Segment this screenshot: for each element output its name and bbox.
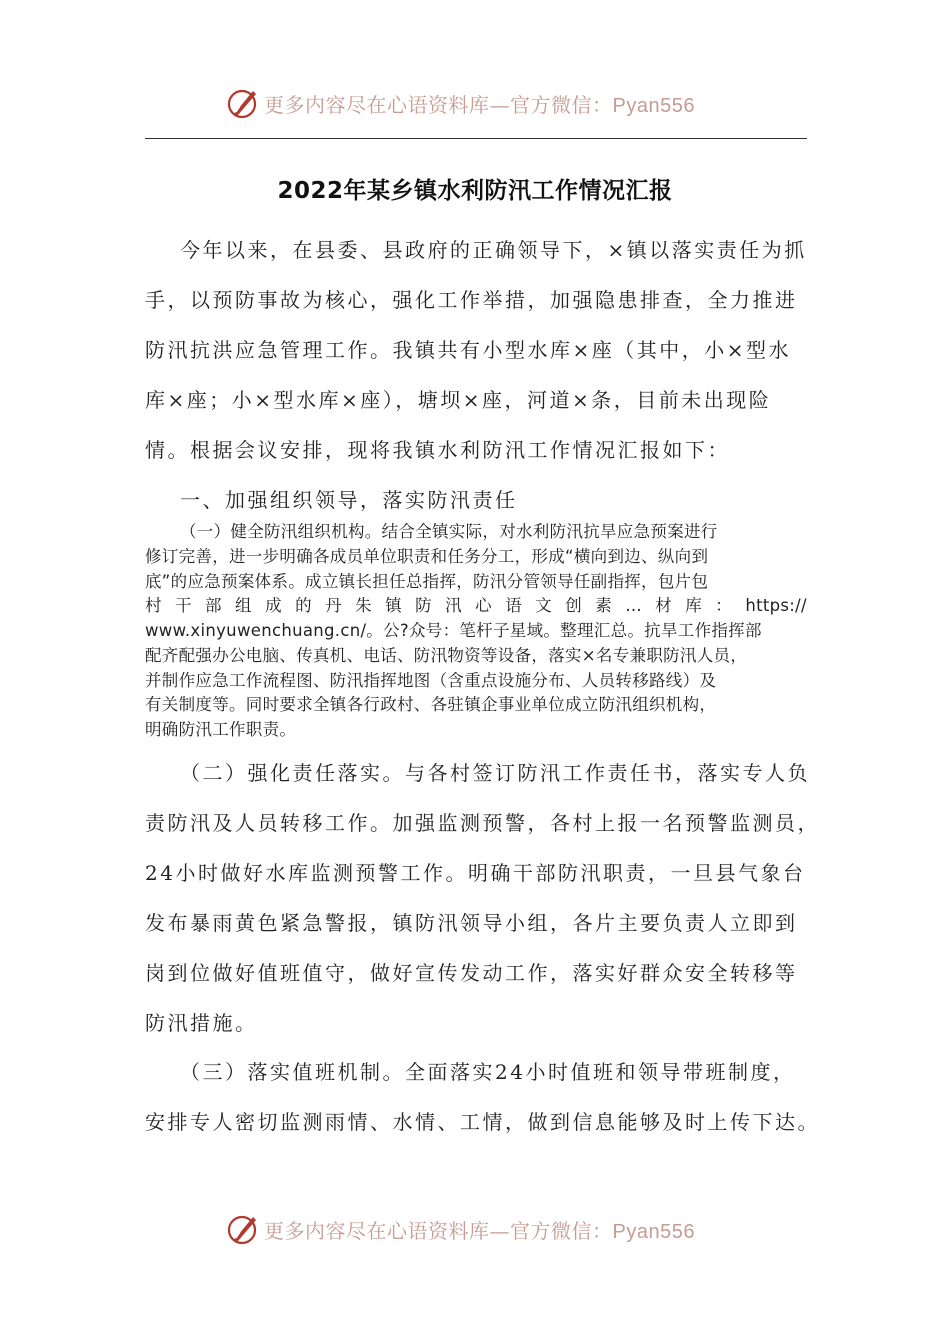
sub2-line: 防汛措施。 <box>145 1011 258 1035</box>
banner-wechat-id: Pyan556 <box>612 1221 695 1243</box>
sub1-line: 有关制度等。同时要求全镇各行政村、各驻镇企事业单位成立防汛组织机构， <box>145 695 717 714</box>
sub1-line: 修订完善，进一步明确各成员单位职责和任务分工，形成“横向到边、纵向到 <box>145 547 709 566</box>
sub2-line: 发布暴雨黄色紧急警报，镇防汛领导小组，各片主要负责人立即到 <box>145 911 798 935</box>
sub3-line: （三）落实值班机制。全面落实24小时值班和领导带班制度， <box>180 1060 796 1084</box>
quill-logo-icon <box>226 1212 260 1246</box>
banner-wechat-id: Pyan556 <box>612 95 695 117</box>
banner-text: 更多内容尽在心语资料库—官方微信：Pyan556 <box>264 1219 695 1243</box>
intro-line: 防汛抗洪应急管理工作。我镇共有小型水库×座（其中，小×型水 <box>145 338 792 362</box>
banner-text: 更多内容尽在心语资料库—官方微信：Pyan556 <box>264 93 695 117</box>
intro-line: 今年以来，在县委、县政府的正确领导下，×镇以落实责任为抓 <box>180 238 807 262</box>
sub1-line-justified: 村 干 部 组 成 的 丹 朱 镇 防 汛 心 语 文 创 素 … 材 库 ： https:// <box>145 594 807 619</box>
sub1-line: 底”的应急预案体系。成立镇长担任总指挥，防汛分管领导任副指挥，包片包 <box>145 572 709 591</box>
header-divider <box>145 138 807 139</box>
footer-banner <box>0 1210 950 1250</box>
sub2-line: （二）强化责任落实。与各村签订防汛工作责任书，落实专人负 <box>180 761 810 785</box>
header-banner <box>0 84 950 124</box>
sub2-line: 责防汛及人员转移工作。加强监测预警，各村上报一名预警监测员， <box>145 811 820 835</box>
sub1-line: 配齐配强办公电脑、传真机、电话、防汛物资等设备，落实×名专兼职防汛人员， <box>145 646 748 665</box>
sub1-line: 并制作应急工作流程图、防汛指挥地图（含重点设施分布、人员转移路线）及 <box>145 671 717 690</box>
sub1-line: 明确防汛工作职责。 <box>145 720 297 739</box>
section-heading: 一、加强组织领导，落实防汛责任 <box>180 488 518 512</box>
sub2-line: 岗到位做好值班值守，做好宣传发动工作，落实好群众安全转移等 <box>145 961 798 985</box>
quill-logo-icon <box>226 86 260 120</box>
sub1-line: （一）健全防汛组织机构。结合全镇实际，对水利防汛抗旱应急预案进行 <box>180 522 718 541</box>
sub3-line: 安排专人密切监测雨情、水情、工情，做到信息能够及时上传下达。 <box>145 1110 820 1134</box>
intro-line: 库×座；小×型水库×座），塘坝×座，河道×条，目前未出现险 <box>145 388 772 412</box>
document-title: 2022年某乡镇水利防汛工作情况汇报 <box>277 178 673 204</box>
intro-line: 情。根据会议安排，现将我镇水利防汛工作情况汇报如下： <box>145 438 730 462</box>
sub2-line: 24小时做好水库监测预警工作。明确干部防汛职责，一旦县气象台 <box>145 861 806 885</box>
intro-line: 手，以预防事故为核心，强化工作举措，加强隐患排查，全力推进 <box>145 288 798 312</box>
url-fragment: https:// <box>745 596 807 615</box>
sub1-line: www.xinyuwenchuang.cn/。公?众号：笔杆子星域。整理汇总。抗旱工作指挥部 <box>145 621 762 640</box>
